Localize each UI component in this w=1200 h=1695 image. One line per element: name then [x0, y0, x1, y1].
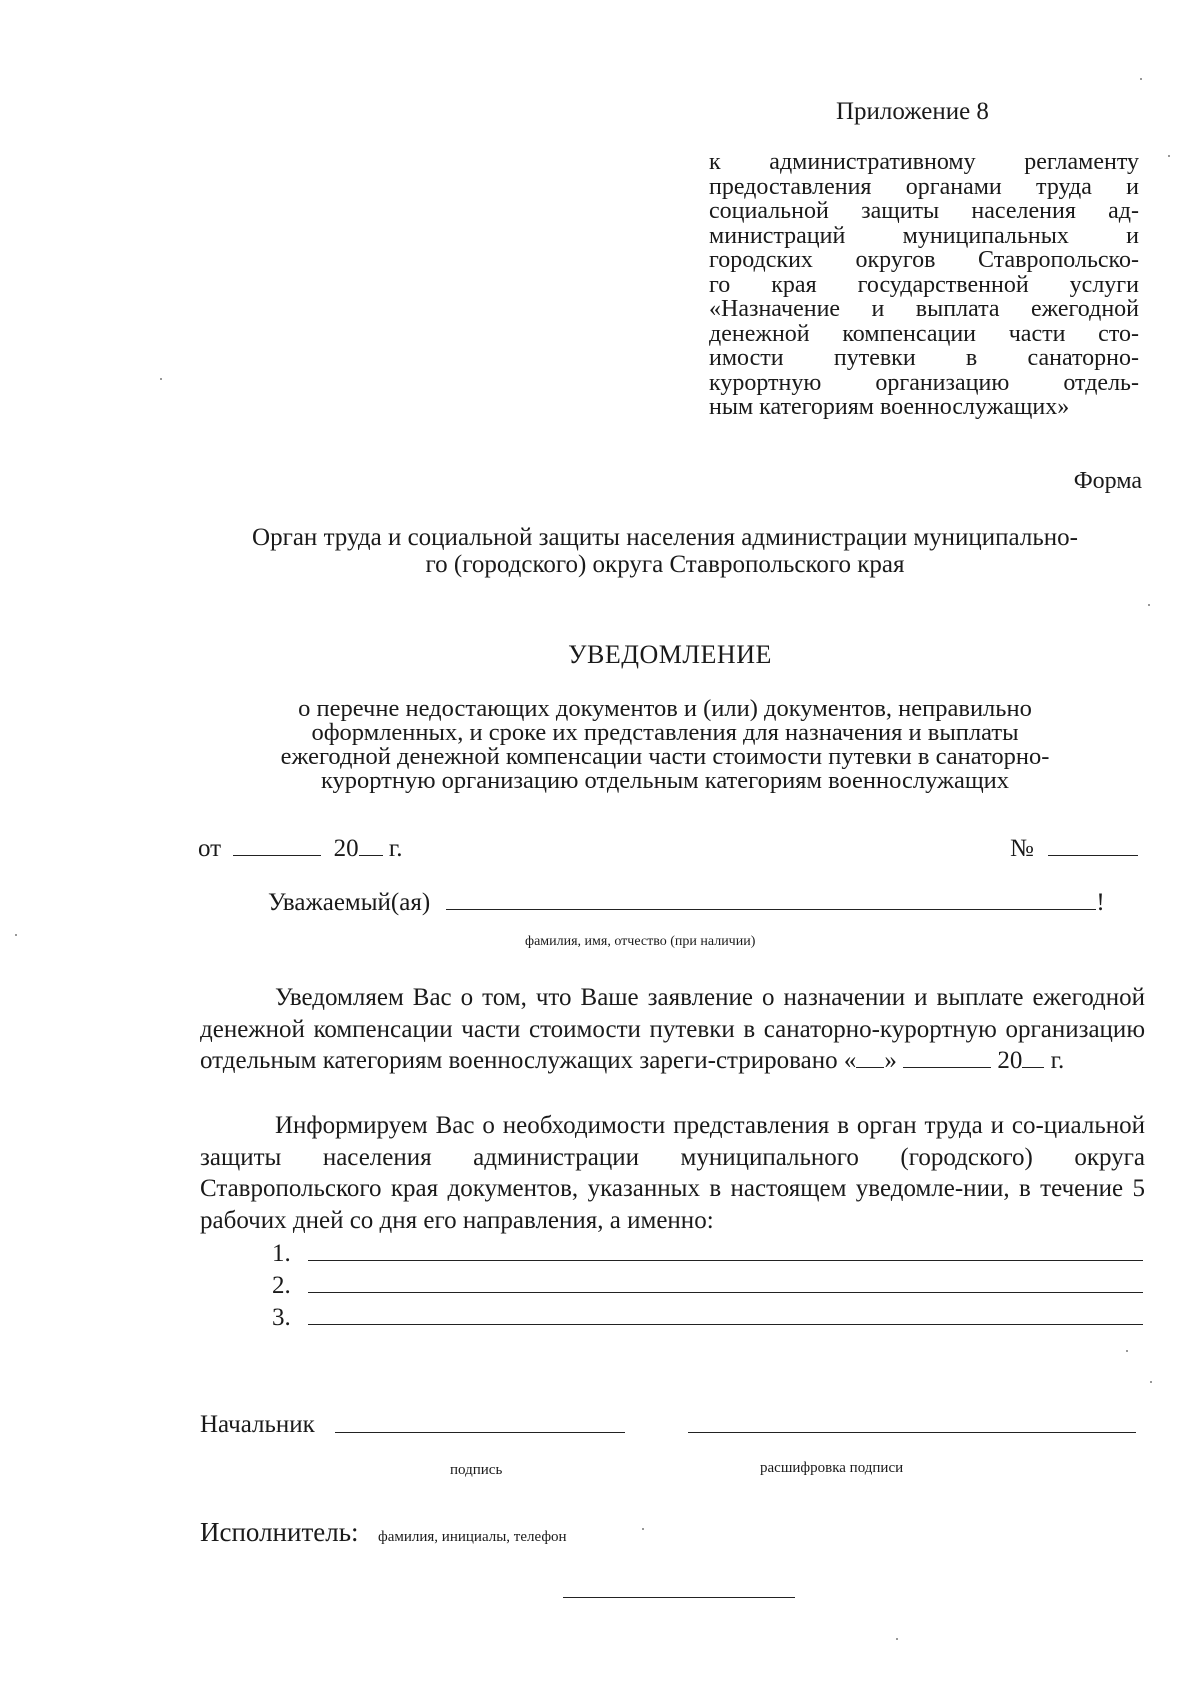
number-label: № [1010, 835, 1034, 862]
form-label: Форма [1073, 468, 1142, 494]
paragraph-information: Информируем Вас о необходимости представления в орган труда и со-циальной защиты населения администрации муниципального (городского) округа Ставропольского края документов, указанных в настоящем уведомле-нии, в течение 5 рабочих дней со дня его направления, а именно: [200, 1112, 1145, 1234]
chief-label: Начальник [200, 1411, 315, 1438]
documents-list [272, 1238, 1143, 1334]
signature-decode-caption: расшифровка подписи [760, 1460, 904, 1476]
signature-decode-blank[interactable] [688, 1432, 1136, 1433]
organization-line: Орган труда и социальной защиты населения администрации муниципально- [252, 524, 1078, 551]
scan-speck [1126, 1350, 1128, 1352]
year-blank[interactable] [359, 854, 383, 856]
scan-speck [1148, 604, 1150, 606]
appendix-line: го края государственной услуги [709, 271, 1139, 298]
scan-speck [160, 378, 162, 380]
list-item-blank[interactable] [308, 1302, 1143, 1325]
appendix-line: имости путевки в санаторно- [709, 345, 1139, 371]
appendix-line: «Назначение и выплата ежегодной [709, 296, 1139, 322]
executor-blank[interactable] [563, 1597, 795, 1598]
recipient-name-blank[interactable] [446, 908, 1096, 910]
address-end: ! [1096, 889, 1105, 916]
organization-line: го (городского) округа Ставропольского края [425, 551, 905, 578]
registration-year-suffix: г. [1050, 1047, 1065, 1074]
address-label: Уважаемый(ая) [268, 889, 431, 916]
document-subtitle [200, 697, 1130, 793]
subtitle-line: оформленных, и сроке их представления для назначения и выплаты [311, 719, 1019, 746]
document-title [0, 640, 1200, 670]
subtitle-line: о перечне недостающих документов и (или) документов, неправильно [298, 695, 1032, 722]
date-year: 20 [333, 835, 359, 862]
date-blank[interactable] [233, 854, 321, 856]
appendix-line: ным категориям военнослужащих» [709, 394, 1070, 420]
list-item-number: 1. [272, 1240, 291, 1267]
scan-speck [1168, 155, 1170, 157]
signature-caption: подпись [450, 1462, 503, 1478]
subtitle-line: курортную организацию отдельным категориям военнослужащих [320, 767, 1010, 794]
scan-speck [15, 934, 17, 936]
date-row [198, 835, 403, 863]
number-blank[interactable] [1048, 854, 1138, 856]
day-blank[interactable] [856, 1066, 884, 1068]
registration-year-blank[interactable] [1022, 1066, 1044, 1068]
paragraph-text: Уведомляем Вас о том, что Ваше заявление о назначении и выплате ежегодной денежной компенсации части стоимости путевки в санаторно-курортную организацию отдельным категориям военнослужащих зареги-стрировано « [200, 984, 1145, 1074]
appendix-line: городских округов Ставропольско- [709, 247, 1139, 273]
list-item-number: 3. [272, 1304, 291, 1331]
appendix-line: министраций муниципальных и [709, 222, 1139, 249]
list-item-blank[interactable] [308, 1270, 1143, 1293]
appendix-description [709, 150, 1139, 420]
scan-speck [896, 1638, 898, 1640]
list-item [272, 1238, 1143, 1270]
scan-speck [1140, 78, 1142, 80]
list-item [272, 1302, 1143, 1334]
organization-name [195, 524, 1135, 578]
appendix-line: предоставления органами труда и [709, 173, 1139, 200]
list-item [272, 1270, 1143, 1302]
list-item-number: 2. [272, 1272, 291, 1299]
signature-blank[interactable] [335, 1432, 625, 1433]
executor-label: Исполнитель: [200, 1517, 359, 1547]
appendix-line: социальной защиты населения ад- [709, 198, 1139, 224]
address-row [268, 889, 1105, 917]
month-blank[interactable] [903, 1066, 991, 1068]
recipient-name-caption: фамилия, имя, отчество (при наличии) [525, 934, 756, 949]
number-row [1010, 835, 1138, 863]
scan-speck [642, 1528, 644, 1530]
scan-speck [1150, 1381, 1152, 1383]
date-prefix: от [198, 835, 222, 862]
quote-close: » [884, 1047, 897, 1074]
registration-year: 20 [997, 1047, 1023, 1074]
appendix-title: Приложение 8 [836, 98, 989, 125]
document-title-text: УВЕДОМЛЕНИЕ [568, 640, 772, 669]
paragraph-registration [200, 982, 1145, 1077]
executor-hint: фамилия, инициалы, телефон [378, 1529, 567, 1545]
subtitle-line: ежегодной денежной компенсации части стоимости путевки в санаторно- [280, 743, 1050, 770]
appendix-line: курортную организацию отдель- [709, 369, 1139, 396]
appendix-line: денежной компенсации части сто- [709, 320, 1139, 347]
appendix-line: к административному регламенту [709, 149, 1139, 175]
list-item-blank[interactable] [308, 1238, 1143, 1261]
date-suffix: г. [388, 835, 403, 862]
